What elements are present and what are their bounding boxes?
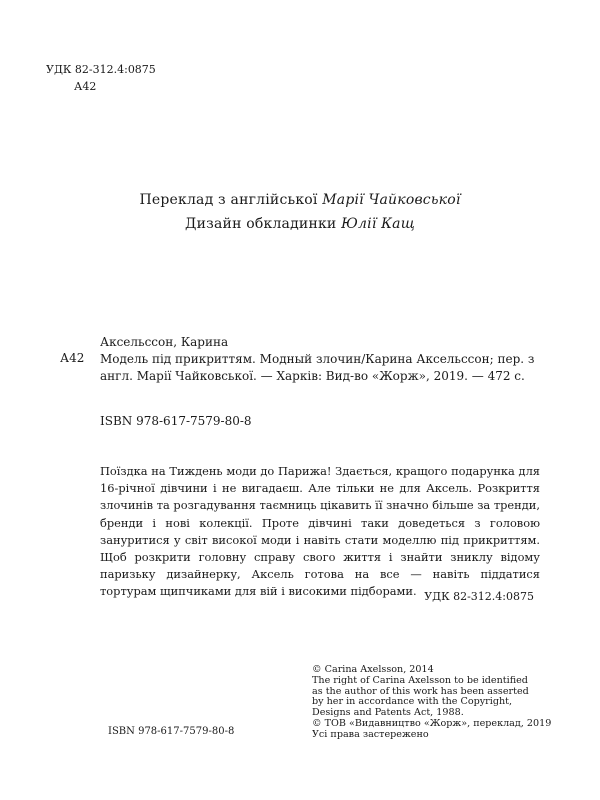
copyright-line: © Carina Axelsson, 2014 <box>312 664 434 675</box>
cover-design-credit <box>0 212 600 236</box>
copyright-line: Усі права застережено <box>312 728 429 740</box>
translation-prefix: Переклад з англійської <box>139 192 323 208</box>
translator-name: Марії Чайковської <box>322 192 461 208</box>
isbn-bottom: ISBN 978-617-7579-80-8 <box>108 726 235 737</box>
copyright-block <box>312 665 552 741</box>
copyright-line: © ТОВ «Видавництво «Жорж», переклад, 2019 <box>312 717 552 729</box>
catalog-isbn: ISBN 978-617-7579-80-8 <box>100 414 252 428</box>
catalog-author: Аксельссон, Карина <box>100 335 229 349</box>
book-annotation: Поїздка на Тиждень моди до Парижа! Здається, кращого подарунка для 16-річної дівчини і не вигадаєш. Але тільки не для Аксель. Розкриття злочинів та розгадування таємниць цікавить її значно більше за тренди, бренди і нові колекції. Проте дівчині таки доведеться з головою зануритися у світ високої моди і навіть стати моделлю під прикриттям. Щоб розкрити головну справу свого життя і знайти зниклу відому паризьку дизайнерку, Аксель готова на все — навіть піддатися тортурам щипчиками для вій і високими підборами. <box>100 464 540 599</box>
copyright-line: by her in accordance with the Copyright, <box>312 696 513 708</box>
translation-credit <box>0 188 600 212</box>
design-prefix: Дизайн обкладинки <box>185 216 342 232</box>
catalog-description: Модель під прикриттям. Модный злочин/Карина Аксельссон; пер. з англ. Марії Чайковської. — Харків: Вид-во «Жорж», 2019. — 472 с. <box>100 352 535 383</box>
catalog-class-code: А42 <box>60 351 85 365</box>
udk-code-top: УДК 82-312.4:0875 <box>46 63 156 76</box>
copyright-line: Designs and Patents Act, 1988. <box>312 707 464 719</box>
copyright-line: The right of Carina Axelsson to be identified <box>312 674 528 686</box>
classification-code-top: А42 <box>74 80 97 93</box>
credits-block <box>0 188 600 236</box>
udk-code-right: УДК 82-312.4:0875 <box>424 590 534 603</box>
designer-name: Юлії Кащ <box>341 216 415 232</box>
copyright-line: as the author of this work has been asserted <box>312 685 529 697</box>
